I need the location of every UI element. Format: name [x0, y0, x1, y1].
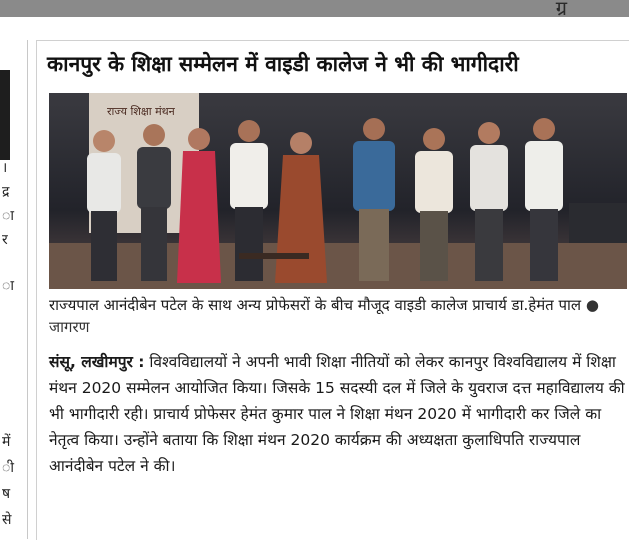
left-fragment: ष — [2, 486, 11, 502]
left-fragment: । — [2, 160, 8, 176]
adjacent-article-header-band — [0, 0, 629, 20]
left-fragment: द्र — [2, 184, 10, 200]
person — [137, 124, 171, 281]
left-fragment: में — [2, 434, 11, 450]
adjacent-column-fragment — [0, 40, 20, 539]
left-fragment: ा — [2, 278, 14, 294]
group-photo — [49, 93, 627, 289]
person — [415, 128, 453, 281]
left-fragment: से — [2, 512, 12, 528]
news-article — [36, 40, 629, 540]
left-fragment: ा — [2, 208, 14, 224]
stage-furniture — [569, 203, 627, 243]
photo-caption — [49, 294, 627, 338]
cropped-heading-glyph — [0, 70, 10, 160]
person — [525, 118, 563, 281]
cropped-heading-fragment: ग्र — [555, 0, 569, 20]
banner-text: राज्य शिक्षा मंथन — [107, 105, 175, 118]
photo-illustration — [49, 93, 627, 289]
person — [177, 128, 221, 283]
dateline: संसू, लखीमपुर : — [49, 353, 145, 371]
caption-text: राज्यपाल आनंदीबेन पटेल के साथ अन्य प्रोफेसरों के बीच मौजूद वाइडी कालेज प्राचार्य डा.हेमंत पाल — [49, 296, 582, 314]
table — [239, 253, 309, 259]
headline: कानपुर के शिक्षा सम्मेलन में वाइडी कालेज ने भी की भागीदारी — [47, 52, 519, 76]
left-fragment: र — [2, 232, 8, 248]
credit-dot: ● — [585, 296, 599, 314]
body-text: विश्वविद्यालयों ने अपनी भावी शिक्षा नीतियों को लेकर कानपुर विश्वविद्यालय में शिक्षा मंथन 2020 सम्मेलन आयोजित किया। जिसके 15 सदस्यी दल में जिले के युवराज दत्त महाविद्यालय की भी भागीदारी रही। प्राचार्य प्रोफेसर हेमंत कुमार पाल ने शिक्षा मंथन 2020 में भागीदारी कर जिले का नेतृत्व किया। उन्होंने बताया कि शिक्षा मंथन 2020 कार्यक्रम की अध्यक्षता कुलाधिपति राज्यपाल आनंदीबेन पटेल ने की। — [49, 353, 625, 475]
left-fragment: ी — [2, 460, 14, 476]
article-body — [49, 349, 629, 479]
column-divider — [27, 40, 28, 539]
person — [275, 132, 327, 283]
person — [353, 118, 395, 281]
photo-credit: जागरण — [49, 318, 90, 336]
person — [470, 122, 508, 281]
